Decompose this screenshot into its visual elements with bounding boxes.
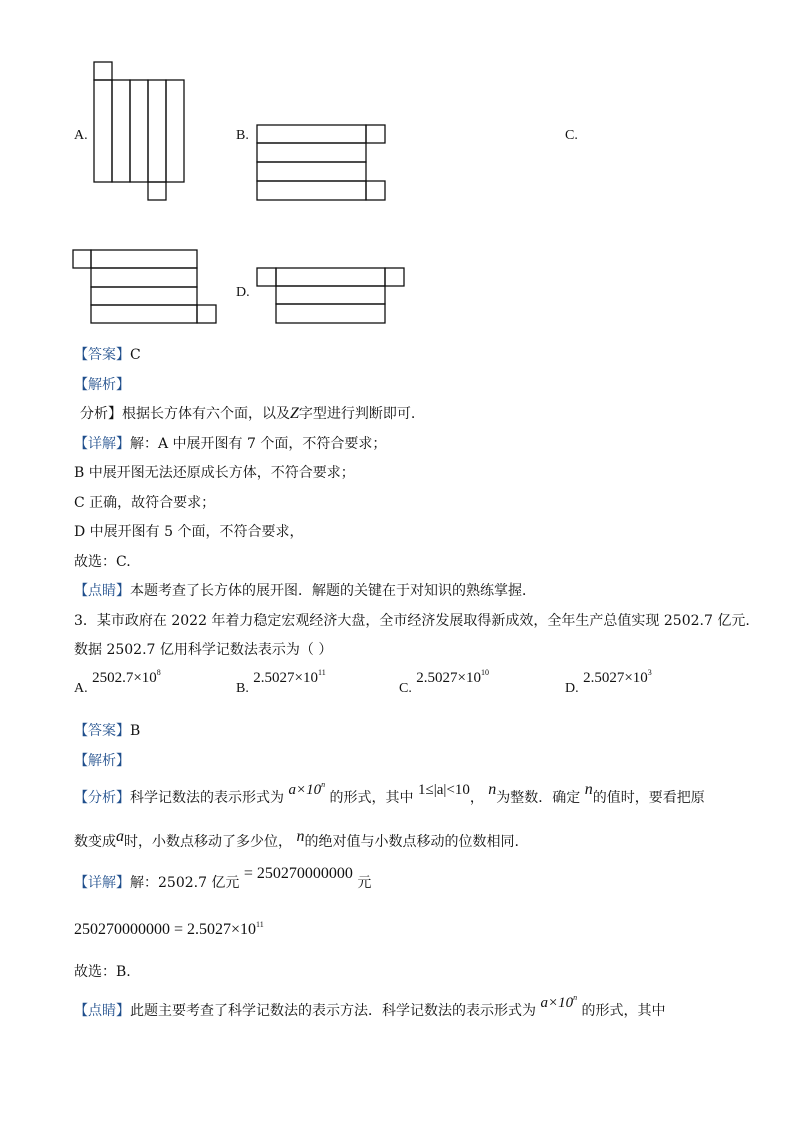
answer-tag: 【答案】 — [74, 347, 130, 363]
net-c — [73, 250, 216, 323]
q3-option-d: D. $2.5027\times 10^3$ — [565, 668, 652, 696]
q2-answer — [74, 344, 141, 364]
q2-comment: 【点睛】本题考查了长方体的展开图．解题的关键在于对知识的熟练掌握． — [74, 583, 536, 599]
net-a — [94, 62, 184, 200]
q2-detail-line-2: B 中展开图无法还原成长方体，不符合要求； — [74, 465, 355, 481]
net-d — [257, 268, 404, 323]
q3-option-b: B. $2.5027\times 10^{11}$ — [236, 668, 326, 696]
q3-analysis-line-1: 【分析】科学记数法的表示形式为 $a\times 10^n$ 的形式，其中 1≤|a|<10， n为整数．确定 n的值时，要看把原 — [74, 780, 705, 806]
q3-analysis-line-2: 数变成a时，小数点移动了多少位， n的绝对值与小数点移动的位数相同. — [74, 828, 519, 850]
option-d-label: D. — [236, 285, 250, 300]
q3-stem-line-2: 数据 2502.7 亿用科学记数法表示为（ ） — [74, 642, 333, 658]
q2-conclusion: 故选：C. — [74, 554, 131, 570]
net-b — [257, 125, 385, 200]
option-b-label: B. — [236, 128, 249, 143]
q2-detail-line-1: 【详解】解：A 中展开图有 7 个面，不符合要求； — [74, 436, 387, 452]
q2-analysis-tag: 【解析】 — [74, 377, 130, 393]
q2-detail-line-4: D 中展开图有 5 个面，不符合要求， — [74, 524, 304, 540]
q3-conclusion: 故选：B. — [74, 964, 131, 980]
q2-analysis-text: 分析】根据长方体有六个面，以及Z字型进行判断即可. — [80, 405, 416, 422]
q3-equation: $250270000000 = 2.5027\times 10^{11}$ — [74, 920, 264, 938]
q3-option-a: A. $2502.7\times 10^8$ — [74, 668, 161, 696]
q3-stem-line-1: 3．某市政府在 2022 年着力稳定宏观经济大盘，全市经济发展取得新成效，全年生产总值实现 2502.7 亿元. — [74, 613, 750, 629]
option-a-label: A. — [74, 128, 88, 143]
q3-comment: 【点睛】此题主要考查了科学记数法的表示方法．科学记数法的表示形式为 $a\times 10^n$ 的形式，其中 — [74, 993, 666, 1019]
q3-detail: 【详解】解：2502.7 亿元 = 250270000000 元 — [74, 865, 372, 891]
q3-option-c: C. $2.5027\times 10^{10}$ — [399, 668, 490, 696]
q3-answer: 【答案】B — [74, 723, 141, 739]
option-c-label: C. — [565, 128, 578, 143]
answer-value: C — [130, 347, 141, 363]
q3-analysis-tag: 【解析】 — [74, 753, 130, 769]
q2-detail-line-3: C 正确，故符合要求； — [74, 495, 216, 511]
cuboid-net-figures — [0, 0, 800, 340]
